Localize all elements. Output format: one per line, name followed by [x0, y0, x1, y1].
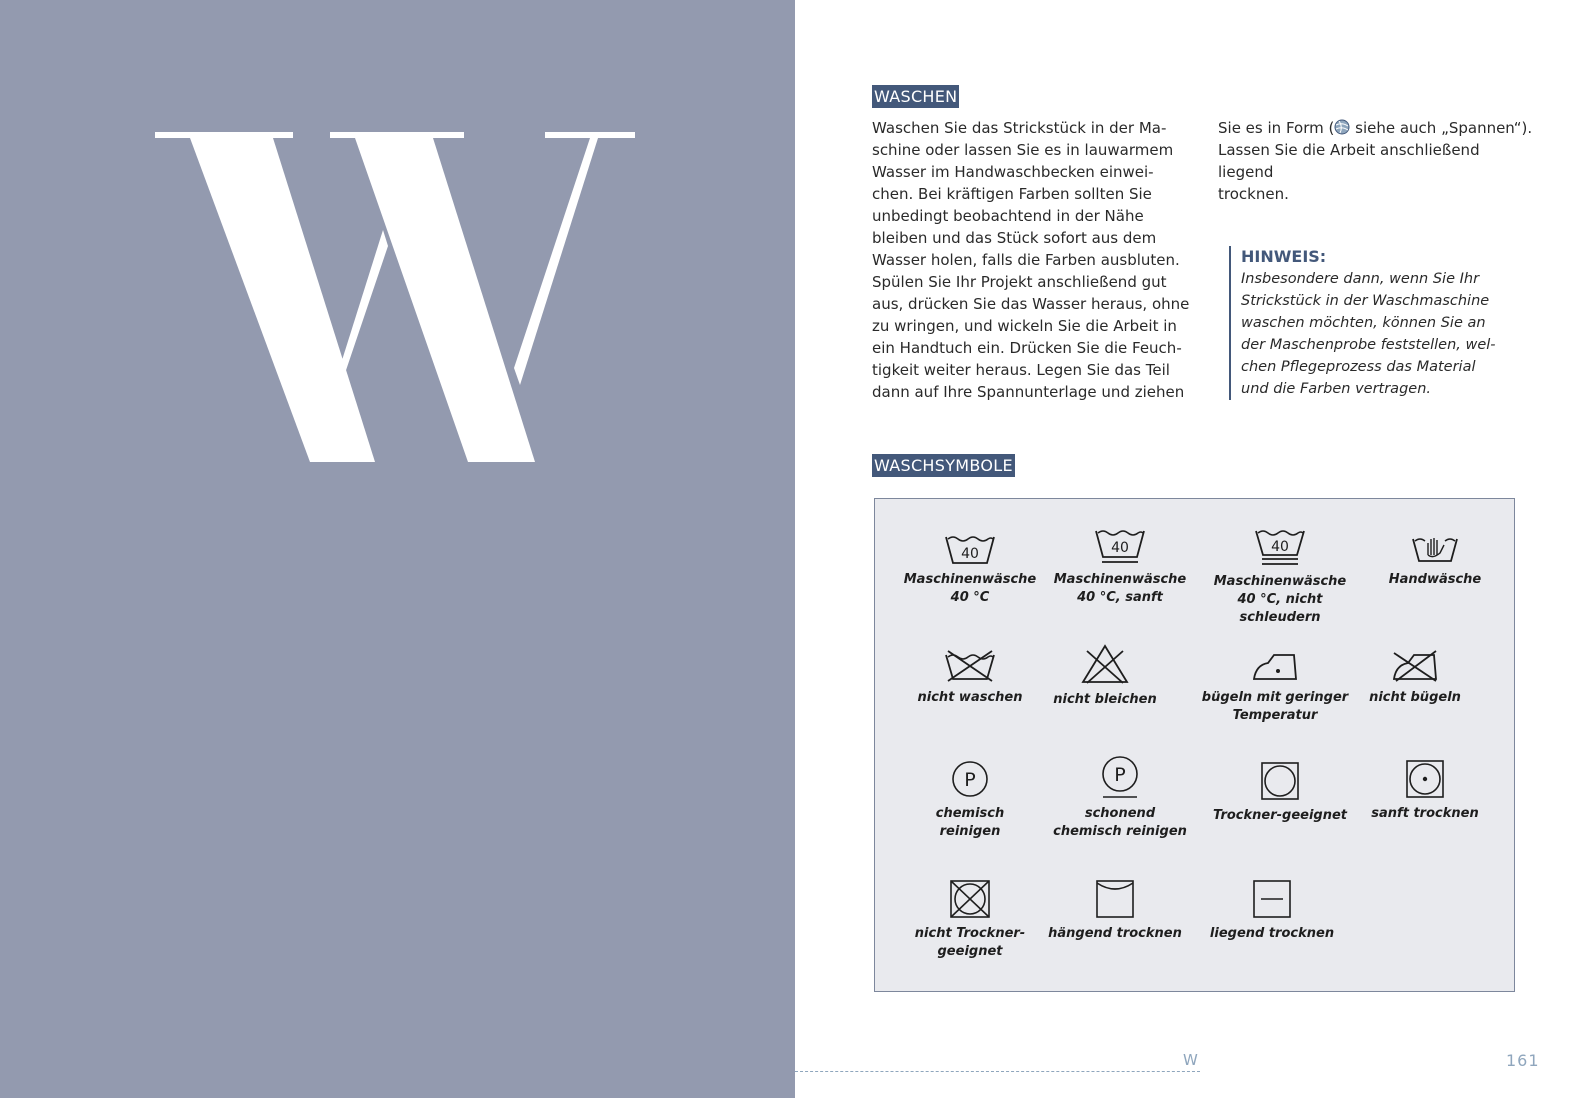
symbol-hand-wash [1350, 529, 1520, 589]
symbol-wash-40-gentle [1035, 527, 1205, 607]
symbol-label: Maschinenwäsche 40 °C, sanft [1053, 572, 1187, 605]
symbol-dry-clean [885, 759, 1055, 841]
symbol-label: Trockner-geeignet [1213, 808, 1347, 823]
symbol-label: nicht Trockner- geeignet [914, 926, 1026, 959]
iron-low-icon [1250, 647, 1300, 683]
footer-chapter-letter: W [1183, 1051, 1198, 1069]
hand-wash-icon [1411, 529, 1459, 565]
symbol-do-not-iron [1330, 647, 1500, 707]
symbol-line-dry [1030, 879, 1200, 943]
hint-text: Insbesondere dann, wenn Sie Ihr Strickstück in der Waschmaschine waschen möchten, können Sie an der Maschenprobe feststellen, wel- chen Pflegeprozess das Material und die Farben vertragen. [1241, 271, 1496, 397]
symbol-do-not-bleach [1020, 643, 1190, 709]
symbol-label: schonend chemisch reinigen [1053, 806, 1187, 839]
symbol-dry-clean-gentle [1035, 755, 1205, 841]
dry-clean-gentle-icon [1100, 755, 1140, 799]
hint-title: HINWEIS: [1241, 247, 1327, 266]
symbol-label: Maschinenwäsche 40 °C, nicht schleudern [1213, 574, 1347, 625]
wash-40-icon [944, 529, 996, 565]
hint-box [1229, 246, 1531, 400]
tumble-dry-icon [1260, 761, 1300, 801]
symbol-label: liegend trocknen [1209, 926, 1335, 941]
do-not-iron-icon [1390, 647, 1440, 683]
dry-flat-icon [1252, 879, 1292, 919]
symbol-label: bügeln mit geringer Temperatur [1201, 690, 1349, 723]
symbol-label: sanft trocknen [1371, 806, 1479, 821]
wash-temp-number: 40 [961, 546, 979, 562]
do-not-tumble-dry-icon [948, 879, 992, 919]
dry-clean-letter: P [1114, 764, 1126, 786]
footer-divider [795, 1071, 1200, 1072]
waschen-text-after-icon: siehe auch „Spannen“). [1350, 119, 1533, 137]
symbol-dry-flat [1187, 879, 1357, 943]
wash-40-no-spin-icon [1254, 527, 1306, 567]
do-not-wash-icon [944, 647, 996, 683]
symbol-label: hängend trocknen [1048, 926, 1182, 941]
symbol-label: Maschinenwäsche 40 °C [903, 572, 1037, 605]
symbol-label: Handwäsche [1388, 572, 1482, 587]
wash-40-gentle-icon [1094, 527, 1146, 565]
waschen-text-column-2 [1218, 117, 1538, 205]
section-heading-waschen: WASCHEN [874, 87, 958, 106]
symbol-label: chemisch reinigen [935, 806, 1005, 839]
waschen-text-rest: Lassen Sie die Arbeit anschließend liegend trocknen. [1218, 141, 1480, 203]
wash-temp-number: 40 [1271, 539, 1289, 555]
line-dry-icon [1095, 879, 1135, 919]
wash-symbols-table [874, 498, 1515, 992]
dry-clean-letter: P [964, 769, 976, 791]
chapter-letter-w [150, 120, 640, 480]
waschen-text-before-icon: Sie es in Form ( [1218, 119, 1335, 137]
symbol-label: nicht waschen [917, 690, 1023, 705]
symbol-tumble-dry-low [1340, 759, 1510, 823]
dry-clean-p-icon [950, 759, 990, 799]
waschen-text-column-1: Waschen Sie das Strickstück in der Ma- schine oder lassen Sie es in lauwarmem Wasser im Handwaschbecken einwei- chen. Bei kräftigen Farben sollten Sie unbedingt beobachtend in der Nähe bleiben und das Stück sofort aus dem Wasser holen, falls die Farben ausbluten. Spülen Sie Ihr Projekt anschließend gut aus, drücken Sie das Wasser heraus, ohne zu wringen, und wickeln Sie die Arbeit in ein Handtuch ein. Drücken Sie die Feuch- tigkeit weiter heraus. Legen Sie das Teil dann auf Ihre Spannunterlage und ziehen [872, 119, 1190, 401]
yarn-ball-icon [1334, 119, 1350, 135]
symbol-wash-40 [885, 529, 1055, 607]
tumble-dry-low-icon [1405, 759, 1445, 799]
page-number: 161 [1506, 1051, 1540, 1070]
section-heading-waschsymbole: WASCHSYMBOLE [874, 456, 1013, 475]
do-not-bleach-icon [1080, 643, 1130, 685]
symbol-wash-40-no-spin [1195, 527, 1365, 627]
wash-temp-number: 40 [1111, 540, 1129, 556]
symbol-label: nicht bügeln [1369, 690, 1461, 705]
symbol-label: nicht bleichen [1053, 692, 1157, 707]
